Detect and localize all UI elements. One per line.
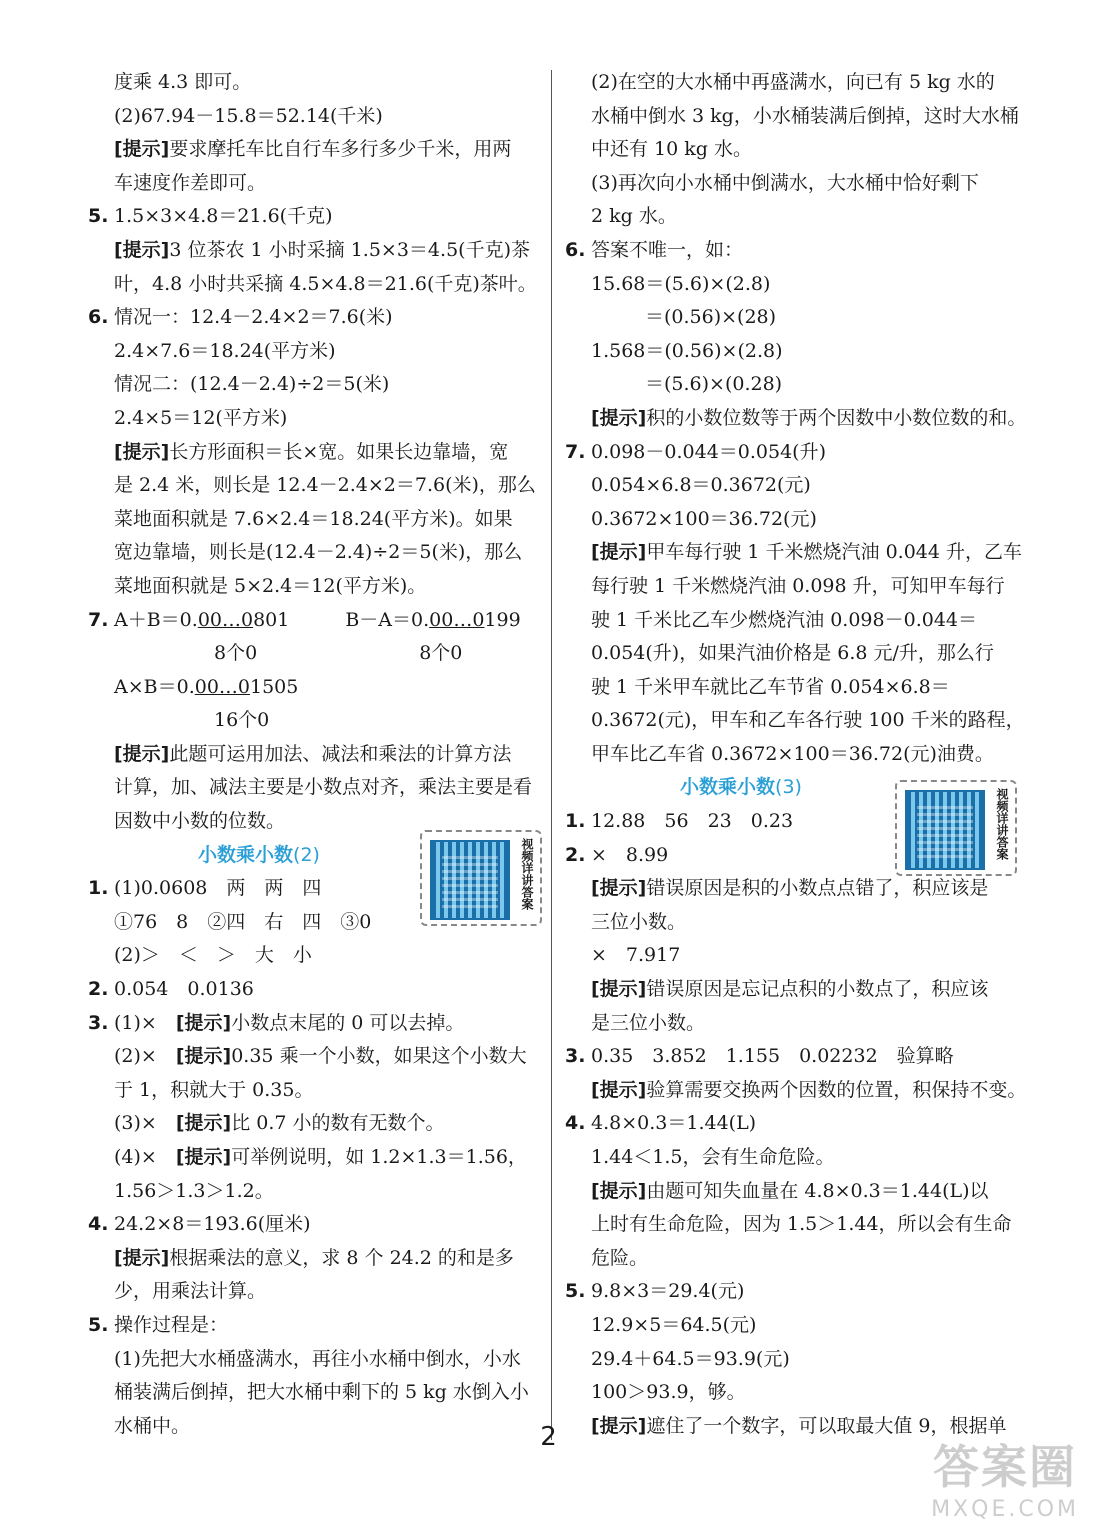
line-text: 29.4＋64.5＝93.9(元) [591, 1347, 790, 1370]
line-text: ①76 8 ②四 右 四 ③0 [114, 910, 372, 933]
text-line [88, 1007, 540, 1041]
line-text: 错误原因是忘记点积的小数点了，积应该 [646, 978, 989, 1001]
line-text: 12.88 56 23 0.23 [591, 810, 794, 833]
line-text: 1.5×3×4.8＝21.6(千克) [114, 205, 333, 228]
text-line [88, 167, 540, 201]
question-number: 6. [88, 306, 109, 329]
hint-label: [提示] [591, 877, 647, 900]
text-line [565, 100, 1027, 134]
line-text: 要求摩托车比自行车多行多少千米，用两 [169, 138, 512, 161]
text-line [88, 1275, 540, 1309]
line-text: 是三位小数。 [591, 1011, 706, 1034]
text-line [565, 906, 1027, 940]
line-text: 12.9×5＝64.5(元) [591, 1313, 757, 1336]
hint-label: [提示] [114, 440, 170, 463]
line-text: 宽边靠墙，则长是(12.4－2.4)÷2＝5(米)，那么 [114, 541, 523, 564]
text-line [565, 1275, 1027, 1309]
line-text: 甲车比乙车省 0.3672×100＝36.72(元)油费。 [591, 742, 994, 765]
text-line [565, 368, 1027, 402]
text-line [565, 637, 1027, 671]
text-line [565, 1175, 1027, 1209]
section-title-2: 小数乘小数(2) [198, 843, 320, 866]
text-line [565, 1007, 1027, 1041]
text-line [565, 66, 1027, 100]
qr-code-icon [430, 840, 510, 920]
line-text: 三位小数。 [591, 910, 687, 933]
line-text: 0.35 乘一个小数，如果这个小数大 [231, 1045, 527, 1068]
section-title-3: 小数乘小数(3) [680, 776, 802, 799]
line-text: × 7.917 [591, 944, 681, 967]
line-text: 此题可运用加法、减法和乘法的计算方法 [169, 742, 512, 765]
line-text: 小数点末尾的 0 可以去掉。 [231, 1011, 465, 1034]
line-text: ＝(5.6)×(0.28) [645, 373, 783, 396]
text-line [565, 1074, 1027, 1108]
text-line [88, 335, 540, 369]
text-line [88, 301, 540, 335]
line-text: 中还有 10 kg 水。 [591, 138, 752, 161]
text-line [88, 1376, 540, 1410]
question-number: 4. [565, 1112, 586, 1135]
text-line [565, 167, 1027, 201]
line-text: × 8.99 [591, 843, 669, 866]
line-text: 0.35 3.852 1.155 0.02232 验算略 [591, 1045, 954, 1068]
text-line [565, 402, 1027, 436]
text-line [565, 1208, 1027, 1242]
hint-label: [提示] [591, 541, 647, 564]
hint-label: [提示] [591, 1078, 647, 1101]
line-text: 3 位茶农 1 小时采摘 1.5×3＝4.5(千克)茶 [169, 238, 530, 261]
line-text: 长方形面积＝长×宽。如果长边靠墙，宽 [169, 440, 509, 463]
text-line [565, 704, 1027, 738]
text-line [565, 268, 1027, 302]
line-text: 1.56＞1.3＞1.2。 [114, 1179, 274, 1202]
text-line [88, 771, 540, 805]
line-text: 桶装满后倒掉，把大水桶中剩下的 5 kg 水倒入小 [114, 1381, 529, 1404]
line-text: 积的小数位数等于两个因数中小数位数的和。 [646, 406, 1027, 429]
question-number: 3. [565, 1045, 586, 1068]
line-text: 水桶中倒水 3 kg，小水桶装满后倒掉，这时大水桶 [591, 104, 1019, 127]
text-line [88, 133, 540, 167]
column-divider [551, 70, 552, 1440]
qr-code-icon [905, 790, 985, 870]
text-line [88, 200, 540, 234]
text-line [565, 1343, 1027, 1377]
line-text: 2.4×5＝12(平方米) [114, 406, 288, 429]
text-line [565, 671, 1027, 705]
hint-label: [提示] [114, 1246, 170, 1269]
text-line [565, 1376, 1027, 1410]
line-text: 甲车每行驶 1 千米燃烧汽油 0.044 升，乙车 [646, 541, 1023, 564]
hint-label: [提示] [175, 1011, 232, 1034]
line-text: (4)× [114, 1146, 176, 1168]
hint-label: [提示] [591, 1179, 647, 1202]
line-text: 情况二：(12.4－2.4)÷2＝5(米) [114, 373, 390, 396]
line-text: (1)× [114, 1011, 176, 1034]
text-line [88, 469, 540, 503]
line-text: 根据乘法的意义，求 8 个 24.2 的和是多 [169, 1246, 514, 1269]
qr-label: 视频详讲答案 [995, 788, 1009, 860]
left-column [88, 66, 540, 1443]
line-text: 由题可知失血量在 4.8×0.3＝1.44(L)以 [646, 1179, 989, 1202]
line-text: 车速度作差即可。 [114, 171, 267, 194]
line-text: 可举例说明，如 1.2×1.3＝1.56， [231, 1146, 527, 1168]
line-text: 9.8×3＝29.4(元) [591, 1280, 745, 1303]
text-line [565, 604, 1027, 638]
line-text: 2.4×7.6＝18.24(平方米) [114, 339, 336, 362]
line-text: 驶 1 千米甲车就比乙车节省 0.054×6.8＝ [591, 675, 950, 698]
line-text: 叶，4.8 小时共采摘 4.5×4.8＝21.6(千克)茶叶。 [114, 272, 537, 295]
text-line [565, 939, 1027, 973]
question-number: 7. [565, 440, 586, 463]
line-text: (2)在空的大水桶中再盛满水，向已有 5 kg 水的 [591, 71, 995, 93]
line-text: 0.054×6.8＝0.3672(元) [591, 474, 811, 497]
text-line [88, 1175, 540, 1209]
text-line [88, 234, 540, 268]
qr-label: 视频详讲答案 [520, 838, 534, 910]
text-line [565, 872, 1027, 906]
question-number: 5. [88, 1313, 109, 1336]
line-text: 于 1，积就大于 0.35。 [114, 1078, 314, 1101]
text-line [565, 234, 1027, 268]
line-text: (2)67.94－15.8＝52.14(千米) [114, 104, 383, 127]
line-text: 100＞93.9，够。 [591, 1381, 746, 1404]
page-number: 2 [540, 1422, 557, 1452]
hint-label: [提示] [591, 406, 647, 429]
text-line [88, 570, 540, 604]
qr-code-video-answer-3[interactable] [895, 780, 1017, 876]
text-line [88, 973, 540, 1007]
hint-label: [提示] [114, 138, 170, 161]
line-text: 0.3672×100＝36.72(元) [591, 507, 817, 530]
text-line [565, 469, 1027, 503]
hint-label: [提示] [175, 1045, 232, 1068]
text-line [565, 1242, 1027, 1276]
line-text: (1)0.0608 两 两 四 [114, 877, 322, 900]
text-line [88, 368, 540, 402]
line-text: 0.054(升)，如果汽油价格是 6.8 元/升，那么行 [591, 642, 994, 665]
line-text: 2 kg 水。 [591, 205, 677, 228]
line-text: 比 0.7 小的数有无数个。 [231, 1112, 445, 1135]
line-text: 答案不唯一，如： [591, 238, 744, 261]
text-line [88, 939, 540, 973]
line-text: 24.2×8＝193.6(厘米) [114, 1213, 311, 1236]
text-line [88, 1208, 540, 1242]
line-text: 水桶中。 [114, 1414, 191, 1437]
text-line [88, 1074, 540, 1108]
question-number: 5. [88, 205, 109, 228]
line-text: 每行驶 1 千米燃烧汽油 0.098 升，可知甲车每行 [591, 574, 1005, 597]
question-number: 4. [88, 1213, 109, 1236]
text-line [565, 335, 1027, 369]
text-line [88, 1242, 540, 1276]
text-line [565, 536, 1027, 570]
hint-label: [提示] [591, 978, 647, 1001]
line-text: 操作过程是： [114, 1313, 229, 1336]
hint-label: [提示] [175, 1112, 232, 1135]
text-line [88, 436, 540, 470]
text-line [88, 66, 540, 100]
line-text: 0.3672(元)，甲车和乙车各行驶 100 千米的路程， [591, 709, 1025, 732]
line-text: 0.098－0.044＝0.054(升) [591, 440, 827, 463]
line-text: 4.8×0.3＝1.44(L) [591, 1112, 757, 1135]
line-text: 驶 1 千米比乙车少燃烧汽油 0.098－0.044＝ [591, 608, 977, 631]
text-line [88, 536, 540, 570]
question-number: 6. [565, 238, 586, 261]
text-line [88, 1040, 540, 1074]
question-number: 3. [88, 1011, 109, 1034]
line-text: 15.68＝(5.6)×(2.8) [591, 272, 771, 295]
text-line [88, 402, 540, 436]
line-text: 少，用乘法计算。 [114, 1280, 267, 1303]
line-text: (2)× [114, 1045, 176, 1068]
text-line [88, 503, 540, 537]
right-column [565, 66, 1027, 1443]
line-text: 菜地面积就是 5×2.4＝12(平方米)。 [114, 574, 427, 597]
line-text: 情况一：12.4－2.4×2＝7.6(米) [114, 306, 393, 329]
text-line [565, 1309, 1027, 1343]
text-line [88, 1343, 540, 1377]
question-number: 2. [88, 978, 109, 1001]
text-line [565, 1107, 1027, 1141]
line-text: 1.568＝(0.56)×(2.8) [591, 339, 783, 362]
text-line [565, 1141, 1027, 1175]
text-line [88, 100, 540, 134]
text-line [88, 1141, 540, 1175]
text-line [565, 738, 1027, 772]
line-text: (3)再次向小水桶中倒满水，大水桶中恰好剩下 [591, 171, 979, 194]
hint-label: [提示] [591, 1414, 647, 1437]
text-line [565, 200, 1027, 234]
question-number: 1. [88, 877, 109, 900]
question-number: 5. [565, 1280, 586, 1303]
line-text: 错误原因是积的小数点点错了，积应该是 [646, 877, 989, 900]
text-line [565, 301, 1027, 335]
qr-code-video-answer-2[interactable] [420, 830, 542, 926]
line-text: 菜地面积就是 7.6×2.4＝18.24(平方米)。如果 [114, 507, 513, 530]
text-line [565, 133, 1027, 167]
hint-label: [提示] [114, 742, 170, 765]
text-line [565, 503, 1027, 537]
line-text: 危险。 [591, 1246, 649, 1269]
text-line [88, 268, 540, 302]
text-line [565, 570, 1027, 604]
question-number: 2. [565, 843, 586, 866]
text-line [88, 1309, 540, 1343]
line-text: 1.44＜1.5，会有生命危险。 [591, 1146, 835, 1168]
line-text: 0.054 0.0136 [114, 978, 254, 1001]
line-text: (3)× [114, 1112, 176, 1135]
line-text: 因数中小数的位数。 [114, 810, 286, 833]
line-text: (2)＞ ＜ ＞ 大 小 [114, 944, 312, 967]
text-line [88, 1107, 540, 1141]
line-text: 遮住了一个数字，可以取最大值 9，根据单 [646, 1414, 1007, 1437]
line-text: 上时有生命危险，因为 1.5＞1.44，所以会有生命 [591, 1213, 1012, 1236]
question-7: 7. A＋B＝0.00…0801 B－A＝0.00…0199 8个0 8个0 A×B＝0.00…01505 16个0 [88, 608, 521, 732]
text-line [565, 1040, 1027, 1074]
line-text: 是 2.4 米，则长是 12.4－2.4×2＝7.6(米)，那么 [114, 474, 536, 497]
line-text: 度乘 4.3 即可。 [114, 71, 252, 93]
hint-label: [提示] [114, 238, 170, 261]
hint-label: [提示] [175, 1146, 232, 1168]
line-text: 计算，加、减法主要是小数点对齐，乘法主要是看 [114, 776, 533, 799]
line-text: 验算需要交换两个因数的位置，积保持不变。 [646, 1078, 1027, 1101]
text-line [565, 436, 1027, 470]
line-text: ＝(0.56)×(28) [645, 306, 777, 329]
watermark-logo: 答案圈 MXQE.COM [931, 1440, 1079, 1522]
question-number: 1. [565, 810, 586, 833]
line-text: (1)先把大水桶盛满水，再往小水桶中倒水，小水 [114, 1347, 521, 1370]
text-line [88, 738, 540, 772]
text-line [565, 973, 1027, 1007]
